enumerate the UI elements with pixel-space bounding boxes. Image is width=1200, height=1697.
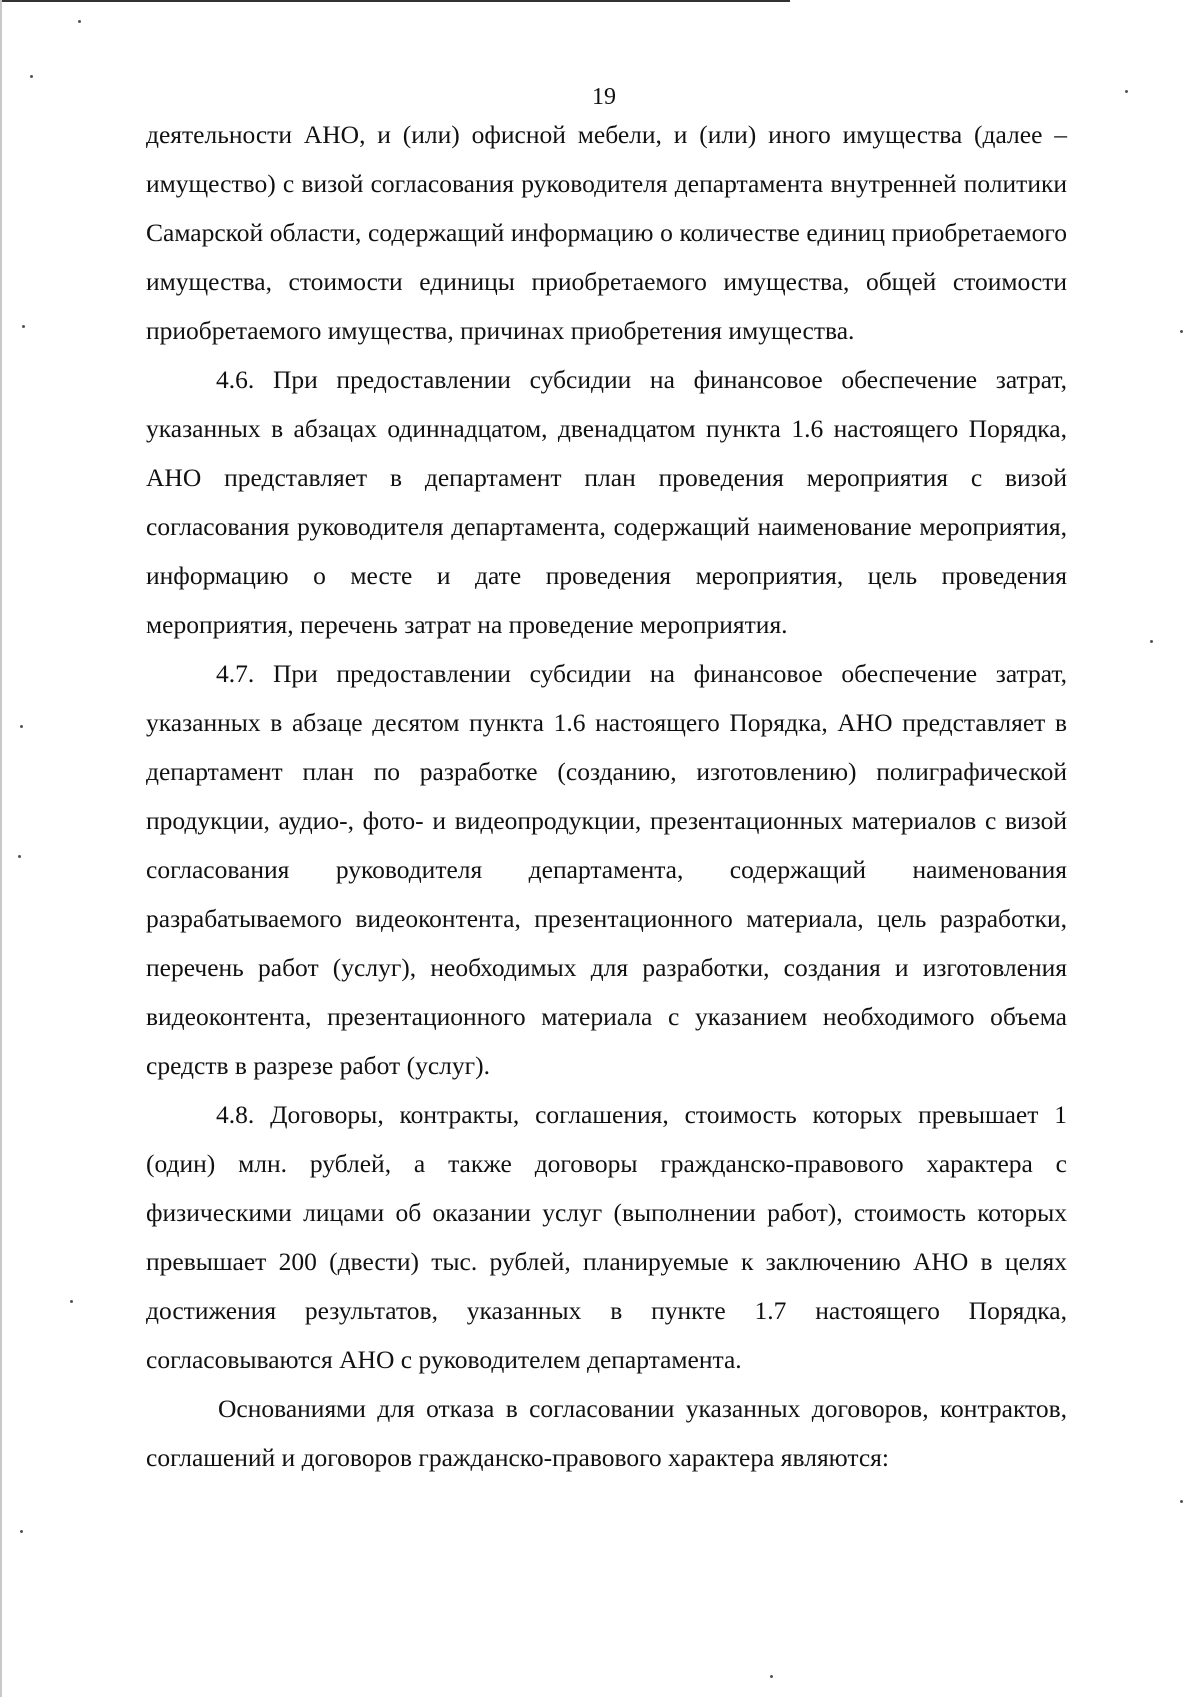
paragraph-4-7: 4.7. При предоставлении субсидии на финансовое обеспечение затрат, указанных в абзаце десятом пункта 1.6 настоящего Порядка, АНО представляет в департамент план по разработке (созданию, изготовлению) полиграфической продукции, аудио-, фото- и видеопродукции, презентационных материалов с визой согласования руководителя департамента, содержащий наименования разрабатываемого видеоконтента, презентационного материала, цель разработки, перечень работ (услуг), необходимых для разработки, создания и изготовления видеоконтента, презентационного материала с указанием необходимого объема средств в разрезе работ (услуг).: [146, 659, 1067, 1080]
paragraph-continuation: деятельности АНО, и (или) офисной мебели, и (или) иного имущества (далее – имущество) с визой согласования руководителя департамента внутренней политики Самарской области, содержащий информацию о количестве единиц приобретаемого имущества, стоимости единицы приобретаемого имущества, общей стоимости приобретаемого имущества, причинах приобретения имущества.: [146, 120, 1067, 345]
scan-speck: [20, 1530, 23, 1533]
scan-edge-left: [0, 0, 2, 1697]
scan-speck: [1180, 1500, 1183, 1503]
scan-speck: [70, 1300, 73, 1303]
scan-speck: [22, 325, 25, 328]
scan-speck: [30, 75, 33, 78]
scan-speck: [18, 855, 21, 858]
scan-edge-top: [0, 0, 790, 2]
paragraph-4-6: 4.6. При предоставлении субсидии на финансовое обеспечение затрат, указанных в абзацах одиннадцатом, двенадцатом пункта 1.6 настоящего Порядка, АНО представляет в департамент план проведения мероприятия с визой согласования руководителя департамента, содержащий наименование мероприятия, информацию о месте и дате проведения мероприятия, цель проведения мероприятия, перечень затрат на проведение мероприятия.: [146, 365, 1067, 639]
scan-speck: [78, 20, 81, 23]
scan-speck: [770, 1675, 773, 1678]
scan-speck: [1180, 330, 1183, 333]
scan-speck: [1125, 90, 1128, 93]
scan-speck: [1150, 640, 1153, 643]
scan-speck: [20, 725, 23, 728]
page-number: 19: [592, 84, 616, 110]
paragraph-refusal-grounds: Основаниями для отказа в согласовании указанных договоров, контрактов, соглашений и договоров гражданско-правового характера являются:: [146, 1394, 1067, 1472]
paragraph-4-8: 4.8. Договоры, контракты, соглашения, стоимость которых превышает 1 (один) млн. рублей, а также договоры гражданско-правового характера с физическими лицами об оказании услуг (выполнении работ), стоимость которых превышает 200 (двести) тыс. рублей, планируемые к заключению АНО в целях достижения результатов, указанных в пункте 1.7 настоящего Порядка, согласовываются АНО с руководителем департамента.: [146, 1100, 1067, 1374]
document-body: [146, 110, 1067, 1482]
